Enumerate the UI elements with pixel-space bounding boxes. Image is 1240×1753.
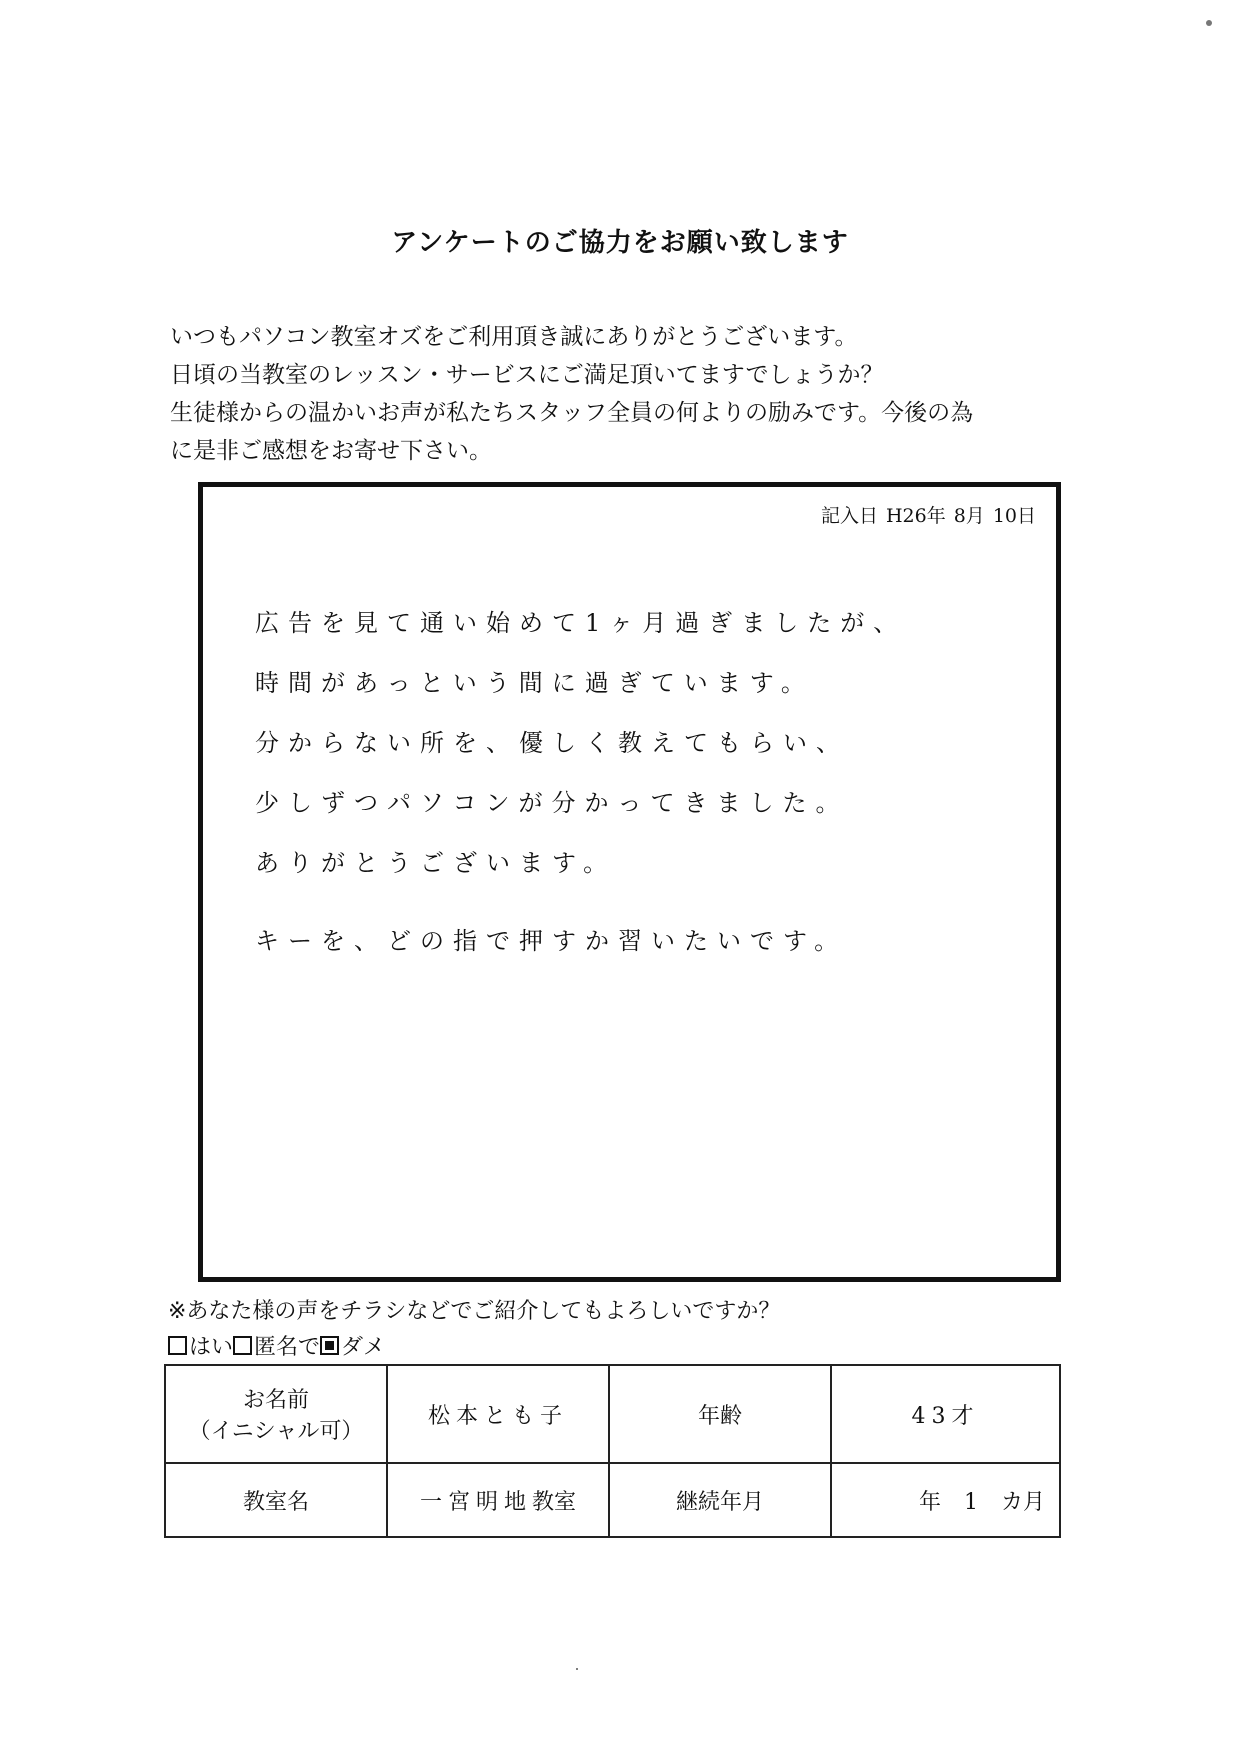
page-title: アンケートのご協力をお願い致します (391, 228, 849, 258)
consent-question: ※あなた様の声をチラシなどでご紹介してもよろしいですか？ (168, 1299, 781, 1324)
duration-value-cell[interactable] (831, 1463, 1060, 1537)
comment-line: 時間があっという間に過ぎています。 (255, 669, 814, 697)
intro-text (170, 318, 973, 470)
comment-line: 分からない所を、優しく教えてもらい、 (255, 729, 849, 757)
duration-label: 継続年月 (609, 1463, 831, 1537)
classroom-suffix: 教室 (532, 1489, 577, 1515)
name-value[interactable]: 松本とも子 (387, 1365, 609, 1463)
table-row (165, 1365, 1060, 1463)
handwritten-comment (255, 593, 906, 971)
intro-line: に是非ご感想をお寄せ下さい。 (170, 438, 492, 464)
duration-year-unit: 年 (918, 1489, 941, 1515)
classroom-value: 一宮明地 (419, 1489, 532, 1515)
entry-date-label: 記入日 (820, 505, 878, 527)
entry-date-day: 10日 (992, 505, 1036, 527)
comment-box (198, 482, 1061, 1282)
comment-line: 広告を見て通い始めて1ヶ月過ぎましたが、 (255, 609, 907, 637)
age-value[interactable]: 43才 (831, 1365, 1060, 1463)
scan-speck (576, 1668, 578, 1670)
checkbox-anonymous[interactable] (233, 1336, 252, 1355)
classroom-label: 教室名 (165, 1463, 387, 1537)
comment-line: ありがとうございます。 (255, 849, 617, 877)
duration-month-unit: カ月 (1000, 1489, 1045, 1515)
age-label: 年齢 (609, 1365, 831, 1463)
name-label-cell (165, 1365, 387, 1463)
comment-line: キーを、どの指で押すか習いたいです。 (255, 927, 848, 955)
entry-date-year: H26年 (885, 505, 946, 527)
option-anonymous-label: 匿名で (254, 1335, 321, 1360)
comment-line: 少しずつパソコンが分かってきました。 (255, 789, 849, 817)
intro-line: 日頃の当教室のレッスン・サービスにご満足頂いてますでしょうか？ (170, 362, 884, 388)
classroom-value-cell[interactable] (387, 1463, 609, 1537)
intro-line: いつもパソコン教室オズをご利用頂き誠にありがとうございます。 (170, 324, 858, 350)
entry-date-month: 8月 (953, 505, 985, 527)
intro-line: 生徒様からの温かいお声が私たちスタッフ全員の何よりの励みです。今後の為 (170, 400, 974, 426)
student-info-table (164, 1364, 1061, 1538)
entry-date (813, 501, 1036, 528)
name-label-note: （イニシャル可） (188, 1419, 364, 1444)
checkbox-yes[interactable] (168, 1336, 187, 1355)
consent-options (168, 1330, 385, 1361)
name-label: お名前 (242, 1388, 309, 1413)
option-yes-label: はい (189, 1335, 234, 1360)
scan-speck (1206, 20, 1212, 26)
checkbox-no[interactable] (320, 1336, 339, 1355)
option-no-label: ダメ (341, 1335, 386, 1360)
table-row (165, 1463, 1060, 1537)
duration-month-value: 1 (963, 1489, 984, 1515)
